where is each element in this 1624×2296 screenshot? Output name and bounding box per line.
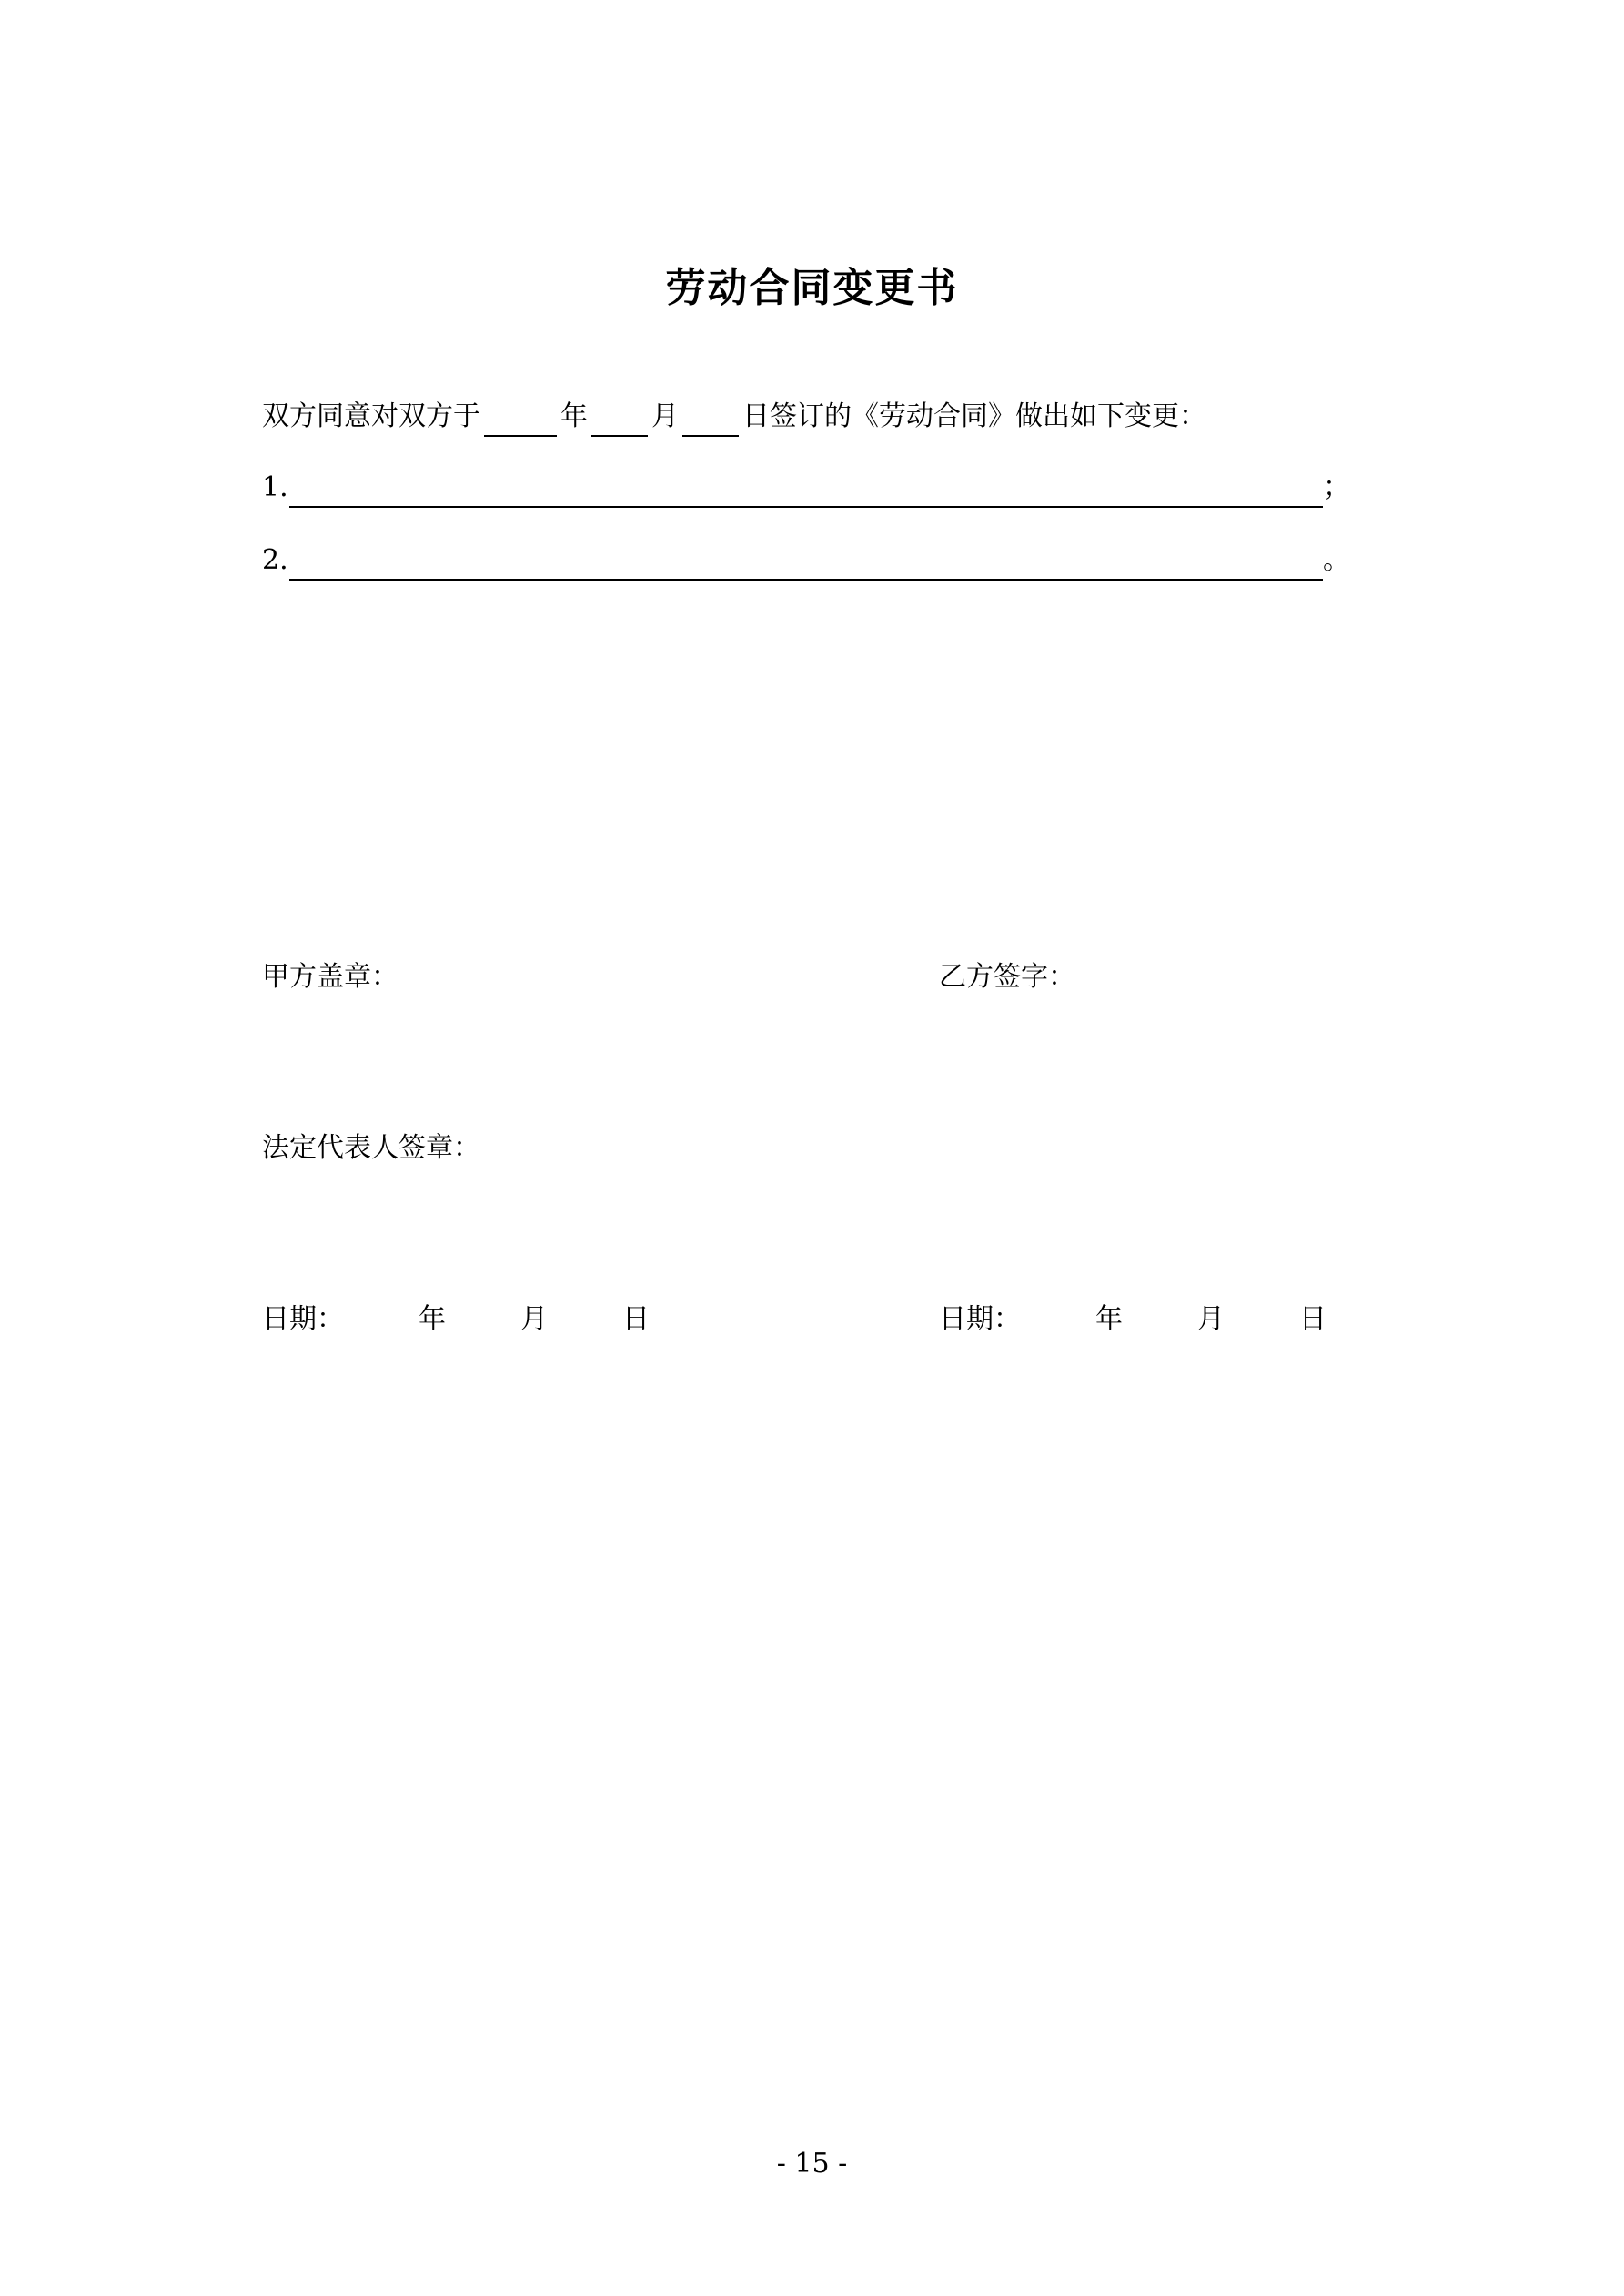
- date-year-unit: 年: [419, 1303, 446, 1335]
- change-item-2-blank[interactable]: [289, 546, 1323, 581]
- date-year-unit: 年: [1095, 1303, 1123, 1335]
- item-number: 1.: [262, 471, 288, 503]
- date-label: 日期：: [939, 1303, 1021, 1335]
- date-right: [939, 1300, 1394, 1340]
- change-item-1-blank[interactable]: [289, 473, 1323, 508]
- party-b-sign-label: 乙方签字：: [939, 961, 1075, 993]
- item-end: 。: [1323, 544, 1350, 576]
- change-item-2: [262, 541, 1350, 581]
- document-title: 劳动合同变更书: [665, 265, 959, 311]
- date-month-unit: 月: [1197, 1303, 1225, 1335]
- year-blank[interactable]: [484, 404, 557, 437]
- date-month-unit: 月: [520, 1303, 548, 1335]
- date-left: [262, 1300, 717, 1340]
- date-day-unit: 日: [1299, 1303, 1326, 1335]
- date-label: 日期：: [262, 1303, 344, 1335]
- intro-prefix: 双方同意对双方于: [262, 400, 480, 432]
- change-item-1: [262, 468, 1350, 508]
- date-day-unit: 日: [622, 1303, 650, 1335]
- item-number: 2.: [262, 544, 288, 576]
- intro-year-unit: 年: [560, 400, 588, 432]
- month-blank[interactable]: [591, 404, 648, 437]
- intro-suffix: 日签订的《劳动合同》做出如下变更：: [742, 400, 1206, 432]
- item-end: ；: [1323, 471, 1350, 503]
- page-number: - 15 -: [776, 2148, 848, 2180]
- party-a-seal-label: 甲方盖章：: [262, 961, 398, 993]
- intro-line: [262, 397, 1206, 437]
- day-blank[interactable]: [682, 404, 739, 437]
- legal-rep-sign-label: 法定代表人签章：: [262, 1132, 480, 1164]
- intro-month-unit: 月: [651, 400, 679, 432]
